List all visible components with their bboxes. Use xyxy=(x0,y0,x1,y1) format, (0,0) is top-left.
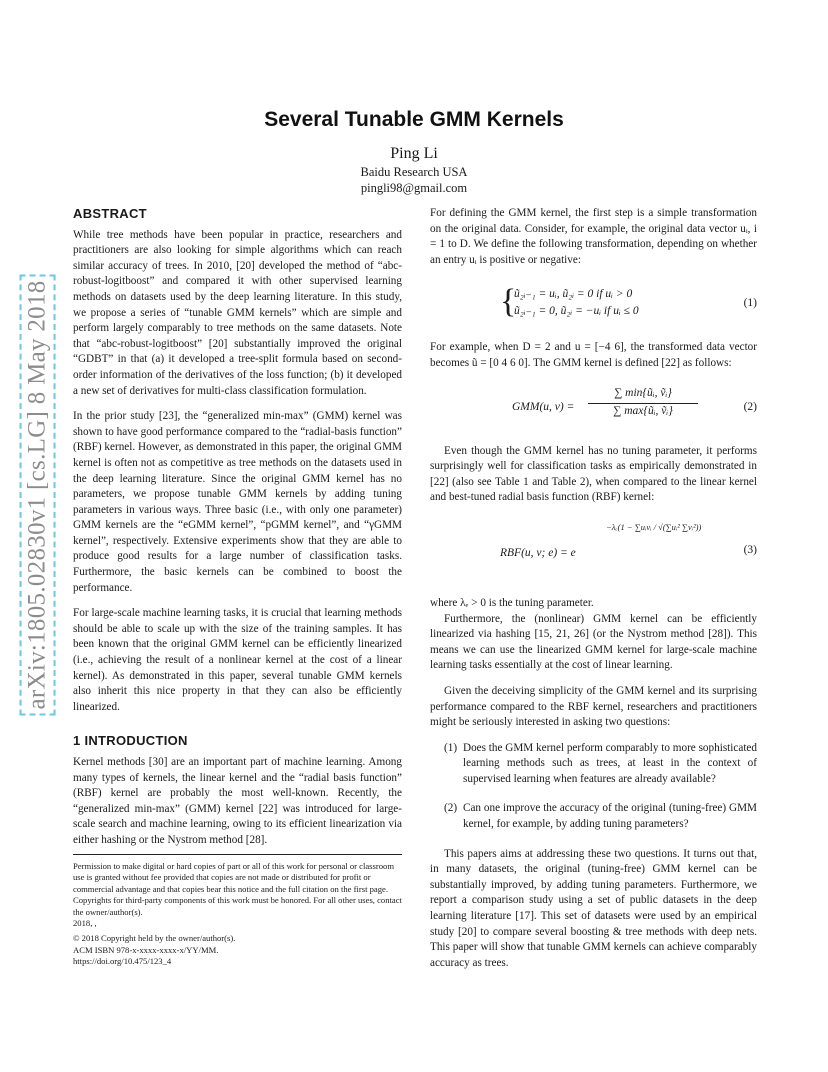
equation-1-line-1: ũ₂ᵢ₋₁ = uᵢ, ũ₂ᵢ = 0 if uᵢ > 0 xyxy=(514,288,633,301)
body-paragraph: Furthermore, the (nonlinear) GMM kernel can be efficiently linearized via hashing [15, 21, 26] (or the Nystrom method [28]). This means we can use the linearized GMM kernel for large-scale machine learning tasks essentially at the cost of linear learning. xyxy=(430,612,757,672)
intro-paragraph: Kernel methods [30] are an important part of machine learning. Among many types of kernels, the linear kernel and the “radial basis function” (RBF) kernel are probably the most well-known. Recently, the “generalized min-max” (GMM) kernel [22] was introduced for large-scale search and machine learning, owing to its efficient linearization via either hashing or the Nystrom method [28]. xyxy=(73,756,402,846)
author-email[interactable]: pingli98@gmail.com xyxy=(360,181,468,195)
equation-number: (2) xyxy=(743,400,757,413)
equation-1 xyxy=(430,282,757,326)
equation-2-fraction xyxy=(588,386,698,420)
arxiv-stamp-text[interactable]: arXiv:1805.02830v1 [cs.LG] 8 May 2018 xyxy=(20,274,56,715)
body-paragraph: For defining the GMM kernel, the first step is a simple transformation on the original data. Consider, for example, the original data vector uᵢ, i = 1 to D. We define the following transformation, depending on whether an entry uᵢ is positive or negative: xyxy=(430,207,757,266)
equation-3-exponent: −λₑ(1 − ∑uᵢvᵢ / √(∑uᵢ² ∑vᵢ²)) xyxy=(606,521,702,532)
arxiv-stamp[interactable] xyxy=(18,250,58,740)
equation-2-lhs: GMM(u, v) = xyxy=(512,400,575,413)
abstract-paragraph: In the prior study [23], the “generalized min-max” (GMM) kernel was shown to have good performance compared to the “radial-basis function” (RBF) kernel. However, as demonstrated in this paper, the original GMM kernel is often not as competitive as tree methods on the datasets used in the deep learning literature. Since the original GMM kernel has no parameters, we propose tunable GMM kernels by adding tuning parameters in various ways. Three basic (i.e., with only one parameter) GMM kernels are the “eGMM kernel”, “pGMM kernel”, and “γGMM kernel”, respectively. Extensive experiments show that they are able to produce good results for a large number of classification tasks. Furthermore, the basic kernels can be combined to boost the performance. xyxy=(73,410,402,594)
list-item-text: Can one improve the accuracy of the original (tuning-free) GMM kernel, for example, by adding tuning parameters? xyxy=(463,802,757,831)
body-paragraph: Even though the GMM kernel has no tuning parameter, it performs surprisingly well for classification tasks as empirically demonstrated in [22] (also see Table 1 and Table 2), when compared to the linear kernel and best-tuned radial basis function (RBF) kernel: xyxy=(430,444,757,504)
list-item xyxy=(430,741,757,788)
equation-2-denominator: ∑ max{ũᵢ, ṽᵢ} xyxy=(613,405,673,418)
left-column xyxy=(73,206,402,859)
body-paragraph: where λₑ > 0 is the tuning parameter. xyxy=(430,596,594,609)
equation-brace: { xyxy=(500,283,517,321)
list-item xyxy=(430,801,757,832)
equation-number: (3) xyxy=(743,544,757,557)
equation-number: (1) xyxy=(743,297,757,310)
section-heading-introduction: 1 INTRODUCTION xyxy=(73,733,188,749)
body-paragraph: This papers aims at addressing these two questions. It turns out that, in many datasets, the original (tuning-free) GMM kernel can be substantially improved, by adding tuning parameters. Furthermore, we report a comparison study using a set of public datasets in the deep learning literature [17]. This set of datasets were used by an empirical study [20] to compare several boosting & tree methods with deep nets. This paper will show that tunable GMM kernels can achieve comparably accuracy as trees. xyxy=(430,847,757,969)
equation-3-lhs: RBF(u, v; e) = e xyxy=(500,546,576,559)
question-list xyxy=(430,741,757,833)
paper-title: Several Tunable GMM Kernels xyxy=(264,108,564,131)
permission-notice: Permission to make digital or hard copies of part or all of this work for personal or classroom use is granted without fee provided that copies are not made or distributed for profit or commercial advantage and that copies bear this notice and the full citation on the first page. Copyrights for third-party components of this work must be honored. For all other uses, contact the owner/author(s). xyxy=(73,861,402,917)
equation-2-numerator: ∑ min{ũᵢ, ṽᵢ} xyxy=(588,386,698,405)
body-paragraph: For example, when D = 2 and u = [−4 6], the transformed data vector becomes ũ = [0 4 6 0]. The GMM kernel is defined [22] as follows: xyxy=(430,341,757,369)
list-item-number: (1) xyxy=(444,741,458,754)
equation-3 xyxy=(430,520,757,582)
list-item-text: Does the GMM kernel perform comparably to more sophisticated learning methods such as trees, at least in the context of supervised learning when features are already available? xyxy=(463,741,757,785)
abstract-paragraph: While tree methods have been popular in practice, researchers and practitioners are also looking for simple algorithms which can reach similar accuracy of trees. In 2010, [20] developed the method of “abc-robust-logitboost” and compared it with other supervised learning methods on datasets used by the deep learning literature. In this study, we propose a series of “tunable GMM kernels” which are simple and perform largely comparably to tree methods on the same datasets. Note that “abc-robust-logitboost” [20] substantially improved the original “GDBT” in that (a) it developed a tree-split formula based on second-order information of the derivatives of the loss function; (b) it developed a new set of derivatives for multi-class classification formulation. xyxy=(73,228,402,397)
isbn-line: ACM ISBN 978-x-xxxx-xxxx-x/YY/MM. xyxy=(73,944,219,955)
list-item-number: (2) xyxy=(444,802,458,815)
equation-2 xyxy=(430,386,757,430)
abstract-heading: ABSTRACT xyxy=(73,206,147,221)
copyright-line: © 2018 Copyright held by the owner/author(s). xyxy=(73,933,236,944)
author-affiliation: Baidu Research USA xyxy=(360,165,468,179)
conference-line: 2018, , xyxy=(73,918,97,929)
author-name: Ping Li xyxy=(390,145,438,162)
equation-1-line-2: ũ₂ᵢ₋₁ = 0, ũ₂ᵢ = −uᵢ if uᵢ ≤ 0 xyxy=(514,305,639,318)
doi-link[interactable]: https://doi.org/10.475/123_4 xyxy=(73,956,172,967)
right-column xyxy=(430,206,757,981)
body-paragraph: Given the deceiving simplicity of the GMM kernel and its surprising performance compared to the RBF kernel, researchers and practitioners might be seriously interested in asking two questions: xyxy=(430,684,757,729)
abstract-paragraph: For large-scale machine learning tasks, it is crucial that learning methods should be able to scale up with the size of the training samples. It has been known that the original GMM kernel can be efficiently linearized (i.e., achieving the result of a nonlinear kernel at the cost of a linear kernel). As demonstrated in this paper, several tunable GMM kernels also inherit this nice property in that they can also be efficiently linearized. xyxy=(73,607,402,713)
copyright-footnote xyxy=(73,854,402,968)
